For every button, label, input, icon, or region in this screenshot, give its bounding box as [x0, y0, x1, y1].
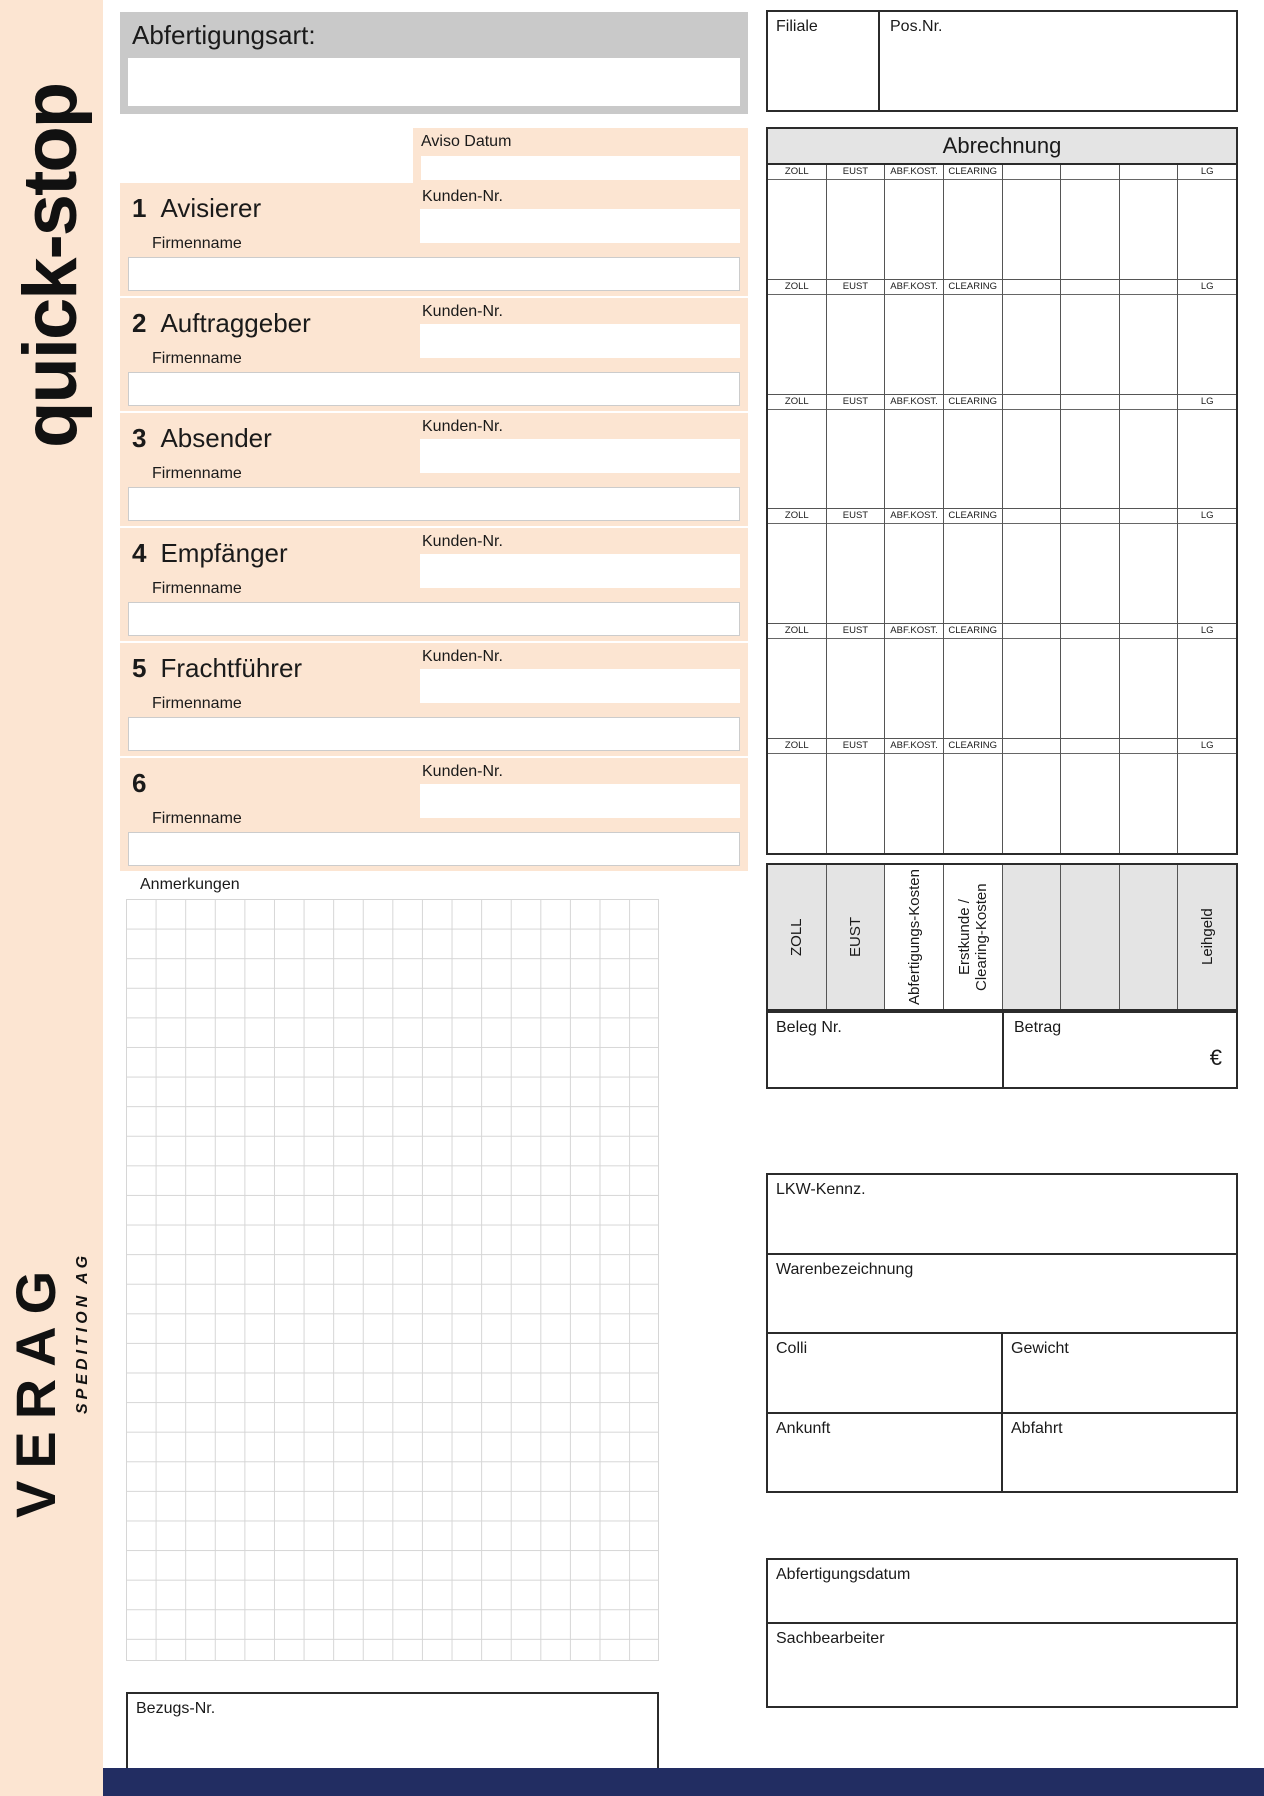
abrechnung-cell[interactable] [944, 739, 1003, 853]
kunden-nr-label: Kunden-Nr. [422, 303, 503, 320]
kunden-nr-field[interactable] [420, 554, 740, 588]
firmenname-field[interactable] [128, 257, 740, 291]
abrechnung-cell[interactable] [1178, 280, 1236, 394]
abrechnung-cell-header [1061, 280, 1119, 295]
abrechnung-cell-header [1120, 624, 1178, 639]
abfertigungsart-label: Abfertigungsart: [132, 20, 316, 50]
kunden-nr-field[interactable] [420, 784, 740, 818]
abrechnung-cell-header: CLEARING [944, 624, 1002, 639]
beleg-nr-field[interactable] [768, 1013, 1004, 1087]
abrechnung-vertical-label: Leihgeld [1198, 908, 1216, 966]
betrag-label: Betrag [1014, 1019, 1062, 1036]
abrechnung-row [768, 739, 1236, 853]
kunden-nr-label: Kunden-Nr. [422, 418, 503, 435]
abrechnung-row [768, 624, 1236, 739]
abfahrt-label: Abfahrt [1011, 1419, 1063, 1437]
abrechnung-cell[interactable] [827, 395, 886, 509]
abrechnung-cell-header: ZOLL [768, 165, 826, 180]
abrechnung-cell[interactable] [1003, 739, 1062, 853]
anmerkungen-grid-area[interactable] [126, 899, 659, 1661]
party-row-frachtfuehrer [120, 643, 748, 756]
abrechnung-cell-header: EUST [827, 509, 885, 524]
firmenname-field[interactable] [128, 832, 740, 866]
lkw-kennz-label: LKW-Kennz. [776, 1181, 866, 1198]
abrechnung-cell-header: ABF.KOST. [885, 280, 943, 295]
abrechnung-cell-header: EUST [827, 165, 885, 180]
party-role-label: Frachtführer [160, 653, 303, 683]
kunden-nr-label: Kunden-Nr. [422, 648, 503, 665]
abrechnung-cell[interactable] [1003, 165, 1062, 279]
party-number: 1 [132, 193, 147, 223]
abrechnung-cell[interactable] [1120, 165, 1179, 279]
abrechnung-cell-header [1061, 739, 1119, 754]
abrechnung-cell[interactable] [1178, 624, 1236, 738]
anmerkungen-label: Anmerkungen [140, 876, 240, 893]
abrechnung-cell[interactable] [768, 280, 827, 394]
abrechnung-cell[interactable] [885, 739, 944, 853]
sachbearbeiter-field[interactable] [768, 1624, 1236, 1706]
abrechnung-cell-header: ZOLL [768, 395, 826, 410]
abrechnung-cell-header [1003, 509, 1061, 524]
party-number: 4 [132, 538, 147, 568]
firmenname-label: Firmenname [152, 465, 242, 482]
filiale-field[interactable] [768, 12, 880, 110]
abrechnung-cell-header: LG [1178, 280, 1236, 295]
bezugs-nr-label: Bezugs-Nr. [136, 1700, 216, 1717]
kunden-nr-field[interactable] [420, 324, 740, 358]
abfertigungsart-field[interactable] [128, 58, 740, 106]
abrechnung-cell[interactable] [768, 739, 827, 853]
kunden-nr-field[interactable] [420, 439, 740, 473]
abrechnung-cell-header: EUST [827, 739, 885, 754]
abrechnung-cell[interactable] [768, 165, 827, 279]
abrechnung-cell[interactable] [1061, 624, 1120, 738]
party-role-label: Avisierer [160, 193, 262, 223]
abrechnung-vertical-label: ZOLL [788, 918, 806, 956]
abrechnung-cell-header [1003, 165, 1061, 180]
abrechnung-vertical-cell [885, 865, 944, 1009]
warenbezeichnung-label: Warenbezeichnung [776, 1260, 914, 1278]
abrechnung-vertical-label: Abfertigungs-Kosten [905, 869, 923, 1005]
abrechnung-cell-header: LG [1178, 624, 1236, 639]
abrechnung-vertical-labels-row [766, 863, 1238, 1011]
abrechnung-cell-header: EUST [827, 280, 885, 295]
abrechnung-cell[interactable] [827, 165, 886, 279]
abrechnung-cell-header: ZOLL [768, 624, 826, 639]
gewicht-label: Gewicht [1011, 1340, 1069, 1357]
firmenname-field[interactable] [128, 602, 740, 636]
party-role-label: Empfänger [160, 538, 288, 568]
brand-sidebar [0, 0, 103, 1796]
party-role-label: Auftraggeber [160, 308, 311, 338]
abrechnung-cell[interactable] [1061, 509, 1120, 623]
company-subtitle: SPEDITION AG [74, 1251, 91, 1414]
abrechnung-cell-header: LG [1178, 509, 1236, 524]
abrechnung-cell[interactable] [1061, 165, 1120, 279]
abrechnung-vertical-label: Erstkunde / Clearing-Kosten [955, 883, 990, 991]
abrechnung-cell-header: LG [1178, 739, 1236, 754]
abrechnung-cell[interactable] [1120, 739, 1179, 853]
aviso-datum-label: Aviso Datum [421, 133, 512, 150]
firmenname-field[interactable] [128, 717, 740, 751]
party-number: 5 [132, 653, 147, 683]
beleg-nr-label: Beleg Nr. [776, 1019, 842, 1036]
abrechnung-vertical-cell [944, 865, 1003, 1009]
firmenname-label: Firmenname [152, 235, 242, 252]
kunden-nr-label: Kunden-Nr. [422, 188, 503, 205]
abrechnung-row [768, 280, 1236, 395]
abrechnung-cell-header: ZOLL [768, 280, 826, 295]
abrechnung-cell[interactable] [944, 509, 1003, 623]
abrechnung-cell[interactable] [1003, 509, 1062, 623]
abrechnung-cell[interactable] [1178, 395, 1236, 509]
abrechnung-cell[interactable] [1061, 395, 1120, 509]
abrechnung-cell-header: ABF.KOST. [885, 165, 943, 180]
lkw-kennz-field[interactable] [768, 1175, 1236, 1253]
aviso-datum-field[interactable] [421, 156, 740, 180]
abfahrt-field[interactable] [1003, 1414, 1236, 1492]
abrechnung-cell[interactable] [768, 509, 827, 623]
kunden-nr-label: Kunden-Nr. [422, 533, 503, 550]
abrechnung-cell-header: ZOLL [768, 739, 826, 754]
abrechnung-cell-header: CLEARING [944, 395, 1002, 410]
abrechnung-cell-header: ABF.KOST. [885, 395, 943, 410]
euro-symbol: € [1209, 1045, 1222, 1070]
party-row-absender [120, 413, 748, 526]
abrechnung-cell-header: LG [1178, 395, 1236, 410]
abrechnung-cell-header [1061, 624, 1119, 639]
abfertigungsdatum-field[interactable] [768, 1560, 1236, 1624]
abrechnung-cell-header: CLEARING [944, 165, 1002, 180]
abrechnung-cell[interactable] [885, 509, 944, 623]
abrechnung-cell-header [1003, 624, 1061, 639]
abrechnung-cell-header [1061, 395, 1119, 410]
abrechnung-cell-header: EUST [827, 624, 885, 639]
firmenname-label: Firmenname [152, 810, 242, 827]
abrechnung-table [766, 165, 1238, 855]
abrechnung-cell-header: CLEARING [944, 509, 1002, 524]
abrechnung-cell-header [1120, 509, 1178, 524]
abrechnung-cell-header: LG [1178, 165, 1236, 180]
abrechnung-cell[interactable] [768, 624, 827, 738]
party-row-auftraggeber [120, 298, 748, 411]
abrechnung-cell[interactable] [1003, 280, 1062, 394]
abrechnung-cell-header: ABF.KOST. [885, 739, 943, 754]
kunden-nr-field[interactable] [420, 209, 740, 243]
abrechnung-cell[interactable] [944, 280, 1003, 394]
abrechnung-cell-header [1061, 509, 1119, 524]
abrechnung-cell-header: CLEARING [944, 280, 1002, 295]
abrechnung-cell-header [1003, 280, 1061, 295]
firmenname-label: Firmenname [152, 580, 242, 597]
aviso-datum-box [413, 128, 748, 185]
abrechnung-cell[interactable] [885, 280, 944, 394]
abrechnung-cell[interactable] [1120, 624, 1179, 738]
abrechnung-vertical-cell [827, 865, 886, 1009]
abrechnung-cell[interactable] [768, 395, 827, 509]
abrechnung-cell-header [1120, 739, 1178, 754]
abrechnung-cell[interactable] [1178, 165, 1236, 279]
abrechnung-cell[interactable] [1003, 624, 1062, 738]
abrechnung-cell[interactable] [944, 165, 1003, 279]
abrechnung-cell[interactable] [885, 165, 944, 279]
product-logo: quick-stop [8, 83, 93, 449]
abrechnung-cell-header [1120, 280, 1178, 295]
beleg-betrag-row [766, 1011, 1238, 1089]
party-row-6 [120, 758, 748, 871]
abrechnung-row [768, 509, 1236, 624]
bottom-accent-bar [103, 1768, 1264, 1796]
abrechnung-cell[interactable] [885, 395, 944, 509]
abrechnung-cell[interactable] [827, 739, 886, 853]
firmenname-field[interactable] [128, 487, 740, 521]
gewicht-field[interactable] [1003, 1334, 1236, 1412]
colli-field[interactable] [768, 1334, 1003, 1412]
abrechnung-vertical-cell [1061, 865, 1120, 1009]
abrechnung-cell-header [1003, 739, 1061, 754]
abrechnung-vertical-cell [1003, 865, 1062, 1009]
posnr-label: Pos.Nr. [890, 18, 943, 35]
abrechnung-row [768, 165, 1236, 280]
abrechnung-cell[interactable] [1120, 509, 1179, 623]
abrechnung-cell[interactable] [1061, 739, 1120, 853]
party-role-label: Absender [160, 423, 272, 453]
filiale-label: Filiale [776, 18, 818, 35]
shipment-box [766, 1173, 1238, 1493]
kunden-nr-label: Kunden-Nr. [422, 763, 503, 780]
abrechnung-header: Abrechnung [766, 127, 1238, 165]
abrechnung-cell-header: CLEARING [944, 739, 1002, 754]
firmenname-label: Firmenname [152, 350, 242, 367]
abrechnung-cell[interactable] [944, 624, 1003, 738]
filiale-posnr-box [766, 10, 1238, 112]
abrechnung-cell-header: ABF.KOST. [885, 509, 943, 524]
abrechnung-cell[interactable] [944, 395, 1003, 509]
abrechnung-cell[interactable] [1003, 395, 1062, 509]
party-number: 2 [132, 308, 147, 338]
abrechnung-cell[interactable] [1120, 395, 1179, 509]
abrechnung-cell[interactable] [1178, 509, 1236, 623]
abfertigungsdatum-label: Abfertigungsdatum [776, 1566, 911, 1583]
abrechnung-cell[interactable] [1178, 739, 1236, 853]
ankunft-label: Ankunft [776, 1419, 831, 1437]
abrechnung-cell[interactable] [885, 624, 944, 738]
abrechnung-cell[interactable] [827, 509, 886, 623]
ankunft-field[interactable] [768, 1414, 1003, 1492]
party-row-avisierer [120, 183, 748, 296]
abrechnung-vertical-label: EUST [846, 917, 864, 958]
abrechnung-cell-header [1061, 165, 1119, 180]
abrechnung-cell-header: EUST [827, 395, 885, 410]
abrechnung-cell-header [1003, 395, 1061, 410]
abrechnung-cell[interactable] [827, 280, 886, 394]
abrechnung-cell[interactable] [1061, 280, 1120, 394]
abrechnung-cell[interactable] [827, 624, 886, 738]
bezugs-nr-field[interactable] [126, 1692, 659, 1770]
party-row-empfaenger [120, 528, 748, 641]
abrechnung-cell-header: ABF.KOST. [885, 624, 943, 639]
company-name: VERAG [4, 1258, 67, 1518]
abrechnung-cell-header: ZOLL [768, 509, 826, 524]
abrechnung-row [768, 395, 1236, 510]
abrechnung-cell-header [1120, 165, 1178, 180]
sachbearbeiter-label: Sachbearbeiter [776, 1630, 885, 1647]
abrechnung-vertical-cell [1178, 865, 1236, 1009]
abrechnung-vertical-cell [1120, 865, 1179, 1009]
betrag-field[interactable] [1004, 1013, 1236, 1087]
abrechnung-cell-header [1120, 395, 1178, 410]
processing-box [766, 1558, 1238, 1708]
warenbezeichnung-field[interactable] [768, 1255, 1236, 1333]
firmenname-field[interactable] [128, 372, 740, 406]
party-number: 3 [132, 423, 147, 453]
kunden-nr-field[interactable] [420, 669, 740, 703]
party-number: 6 [132, 768, 147, 798]
abrechnung-cell[interactable] [1120, 280, 1179, 394]
abrechnung-vertical-cell [768, 865, 827, 1009]
abfertigungsart-box [120, 12, 748, 114]
firmenname-label: Firmenname [152, 695, 242, 712]
colli-label: Colli [776, 1340, 808, 1357]
posnr-field[interactable] [880, 12, 1236, 110]
